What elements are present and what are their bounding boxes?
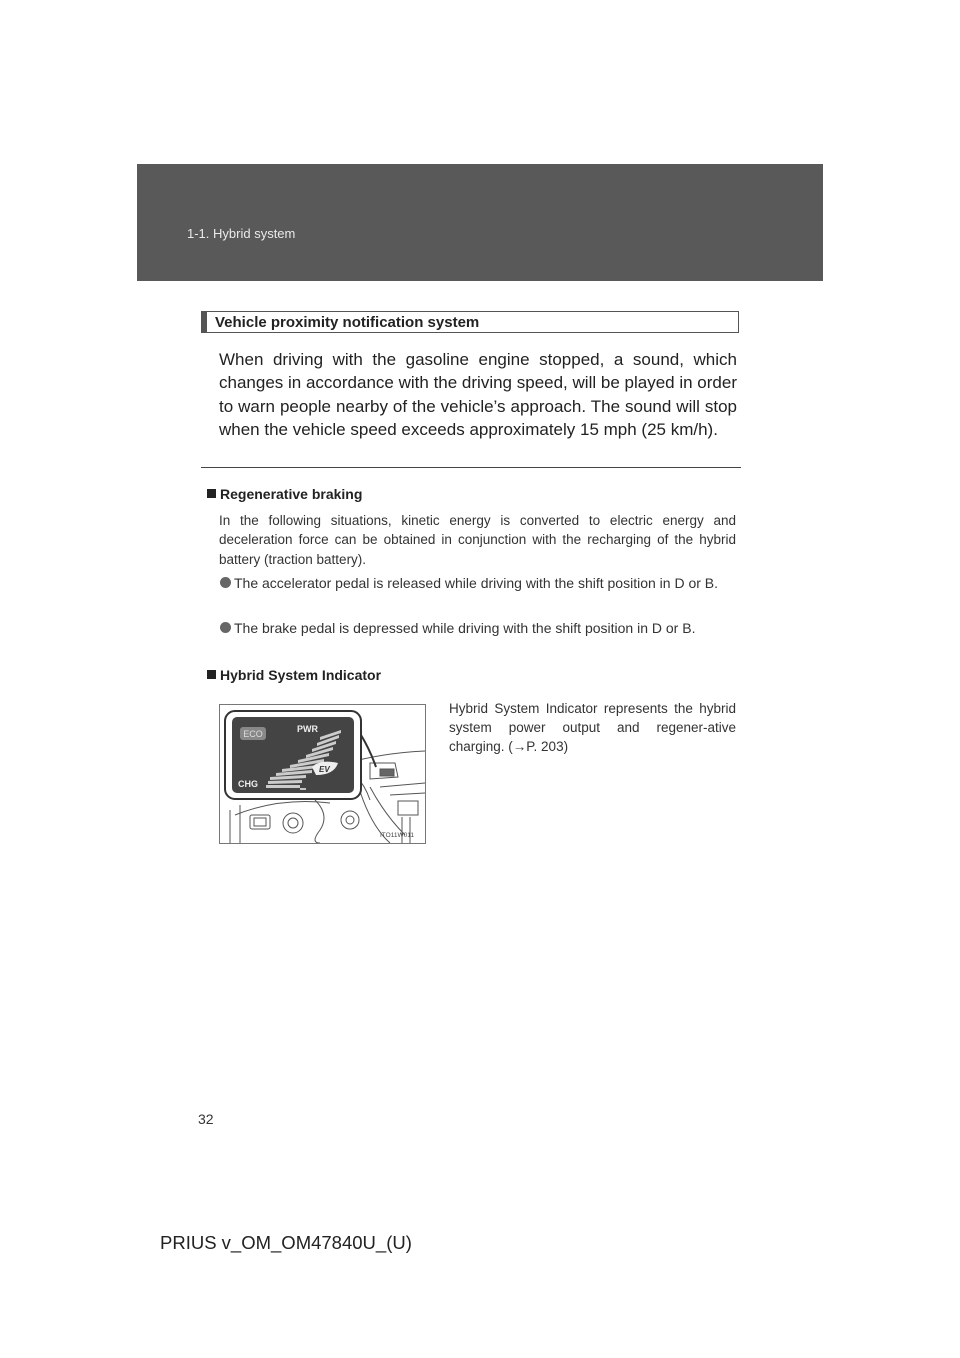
ev-label: EV bbox=[319, 765, 330, 774]
pwr-label: PWR bbox=[297, 724, 318, 734]
heading-bar bbox=[202, 312, 207, 332]
note-heading-regen bbox=[207, 486, 362, 502]
square-bullet-icon bbox=[207, 489, 216, 498]
footer-doc-id: PRIUS v_OM_OM47840U_(U) bbox=[160, 1232, 412, 1253]
indicator-body: Hybrid System Indicator represents the hybrid system power output and regener-ative charging. (→P. 203) bbox=[449, 701, 736, 755]
bullet-text: The brake pedal is depressed while driving with the shift position in D or B. bbox=[234, 620, 696, 636]
note-title: Regenerative braking bbox=[220, 486, 363, 502]
figure-code: ITO11W011 bbox=[380, 832, 414, 839]
page-number: 32 bbox=[198, 1111, 214, 1127]
regen-body: In the following situations, kinetic energy is converted to electric energy and deceleration force can be obtained in conjunction with the recharging of the hybrid battery (traction battery). bbox=[219, 513, 736, 567]
dashboard-drawing bbox=[220, 705, 425, 843]
section-label: 1-1. Hybrid system bbox=[187, 226, 296, 241]
bullet-dot-icon bbox=[220, 622, 231, 633]
section-body: When driving with the gasoline engine stopped, a sound, which changes in accordance with the driving speed, will be played in order to warn people nearby of the vehicle’s approach. The sound will stop when the vehicle speed exceeds approximately 15 mph (25 km/h). bbox=[219, 350, 737, 439]
list-item bbox=[220, 573, 736, 593]
note-title: Hybrid System Indicator bbox=[220, 667, 382, 683]
eco-label: ECO bbox=[243, 729, 263, 739]
list-item bbox=[220, 618, 736, 638]
section-heading bbox=[201, 311, 739, 333]
square-bullet-icon bbox=[207, 670, 216, 679]
bullet-dot-icon bbox=[220, 577, 231, 588]
header-band bbox=[137, 164, 823, 281]
bullet-text: The accelerator pedal is released while driving with the shift position in D or B. bbox=[234, 575, 719, 591]
section-title: Vehicle proximity notification system bbox=[215, 313, 480, 331]
divider bbox=[201, 467, 741, 468]
note-heading-indicator bbox=[207, 667, 381, 683]
hybrid-indicator-illustration bbox=[219, 704, 426, 844]
chg-label: CHG bbox=[238, 779, 258, 789]
